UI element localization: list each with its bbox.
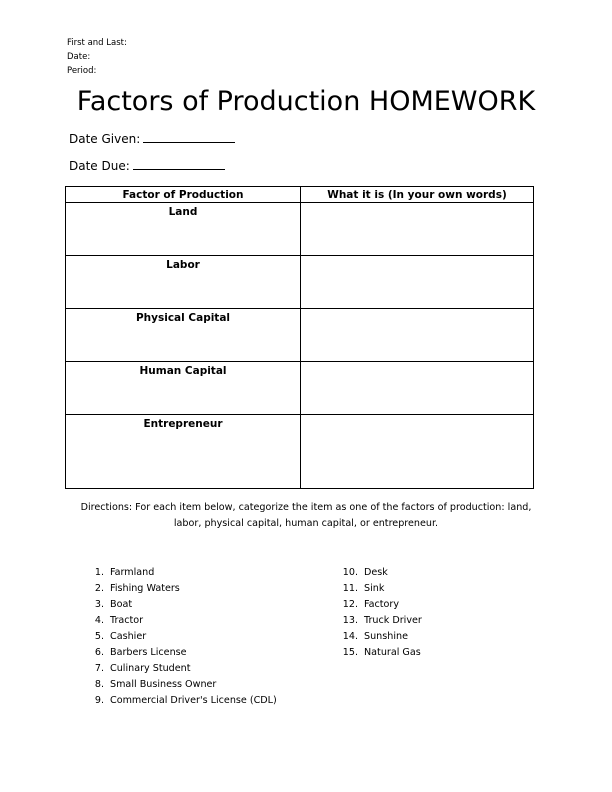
table-row xyxy=(66,256,534,309)
factor-label-human-capital: Human Capital xyxy=(66,362,301,415)
list-item-label: Sunshine xyxy=(364,631,408,642)
list-item-number: 2. xyxy=(94,583,104,594)
list-item-label: Boat xyxy=(110,599,133,610)
list-item xyxy=(86,629,277,645)
list-item xyxy=(86,613,277,629)
list-item xyxy=(340,629,422,645)
list-item xyxy=(86,597,277,613)
factors-of-production-table xyxy=(65,186,534,489)
date-given-blank[interactable] xyxy=(143,131,235,143)
list-item-number: 6. xyxy=(94,647,104,658)
item-list-right xyxy=(340,565,422,661)
table-row xyxy=(66,203,534,256)
date-given-line xyxy=(69,131,235,146)
list-item xyxy=(86,645,277,661)
column-header-definition: What it is (In your own words) xyxy=(301,187,534,203)
answer-cell-physical-capital[interactable] xyxy=(301,309,534,362)
list-item xyxy=(340,581,422,597)
student-period-field-label: Period: xyxy=(67,66,97,76)
list-item-label: Barbers License xyxy=(110,647,187,658)
factor-label-physical-capital: Physical Capital xyxy=(66,309,301,362)
list-item-number: 12. xyxy=(342,599,358,610)
directions-text: Directions: For each item below, categorize the item as one of the factors of production: land, labor, physical capital, human capital, or entrepreneur. xyxy=(80,502,532,529)
list-item xyxy=(86,677,277,693)
table-header-row xyxy=(66,187,534,203)
table-row xyxy=(66,362,534,415)
list-item-number: 7. xyxy=(94,663,104,674)
list-item-label: Factory xyxy=(364,599,400,610)
list-item-number: 9. xyxy=(94,695,104,706)
date-due-blank[interactable] xyxy=(133,158,225,170)
item-list-left xyxy=(86,565,277,709)
date-given-label: Date Given: xyxy=(69,132,141,146)
list-item xyxy=(340,597,422,613)
table-row xyxy=(66,415,534,489)
factor-label-labor: Labor xyxy=(66,256,301,309)
answer-cell-entrepreneur[interactable] xyxy=(301,415,534,489)
list-item-label: Cashier xyxy=(110,631,147,642)
list-item-number: 4. xyxy=(94,615,104,626)
factor-label-land: Land xyxy=(66,203,301,256)
list-item-number: 13. xyxy=(342,615,358,626)
table-row xyxy=(66,309,534,362)
date-due-line xyxy=(69,158,225,173)
list-item-label: Tractor xyxy=(110,615,144,626)
list-item-label: Natural Gas xyxy=(364,647,421,658)
list-item-number: 14. xyxy=(342,631,358,642)
list-item-number: 8. xyxy=(94,679,104,690)
list-item-label: Culinary Student xyxy=(110,663,191,674)
list-item-label: Sink xyxy=(364,583,385,594)
list-item-number: 5. xyxy=(94,631,104,642)
list-item-number: 11. xyxy=(342,583,358,594)
list-item-number: 3. xyxy=(94,599,104,610)
list-item-label: Desk xyxy=(364,567,388,578)
list-item xyxy=(340,645,422,661)
list-item-number: 10. xyxy=(342,567,358,578)
column-header-factor: Factor of Production xyxy=(66,187,301,203)
answer-cell-labor[interactable] xyxy=(301,256,534,309)
list-item xyxy=(340,613,422,629)
list-item-number: 1. xyxy=(94,567,104,578)
list-item xyxy=(86,661,277,677)
page-title: Factors of Production HOMEWORK xyxy=(76,86,536,117)
student-name-field-label: First and Last: xyxy=(67,38,127,48)
list-item-number: 15. xyxy=(342,647,358,658)
factor-label-entrepreneur: Entrepreneur xyxy=(66,415,301,489)
answer-cell-land[interactable] xyxy=(301,203,534,256)
list-item xyxy=(86,693,277,709)
list-item-label: Fishing Waters xyxy=(110,583,180,594)
date-due-label: Date Due: xyxy=(69,159,130,173)
list-item xyxy=(340,565,422,581)
answer-cell-human-capital[interactable] xyxy=(301,362,534,415)
list-item xyxy=(86,581,277,597)
list-item-label: Commercial Driver's License (CDL) xyxy=(110,695,277,706)
student-date-field-label: Date: xyxy=(67,52,91,62)
list-item-label: Farmland xyxy=(110,567,155,578)
list-item xyxy=(86,565,277,581)
student-info-block xyxy=(67,36,127,78)
list-item-label: Truck Driver xyxy=(364,615,422,626)
list-item-label: Small Business Owner xyxy=(110,679,217,690)
